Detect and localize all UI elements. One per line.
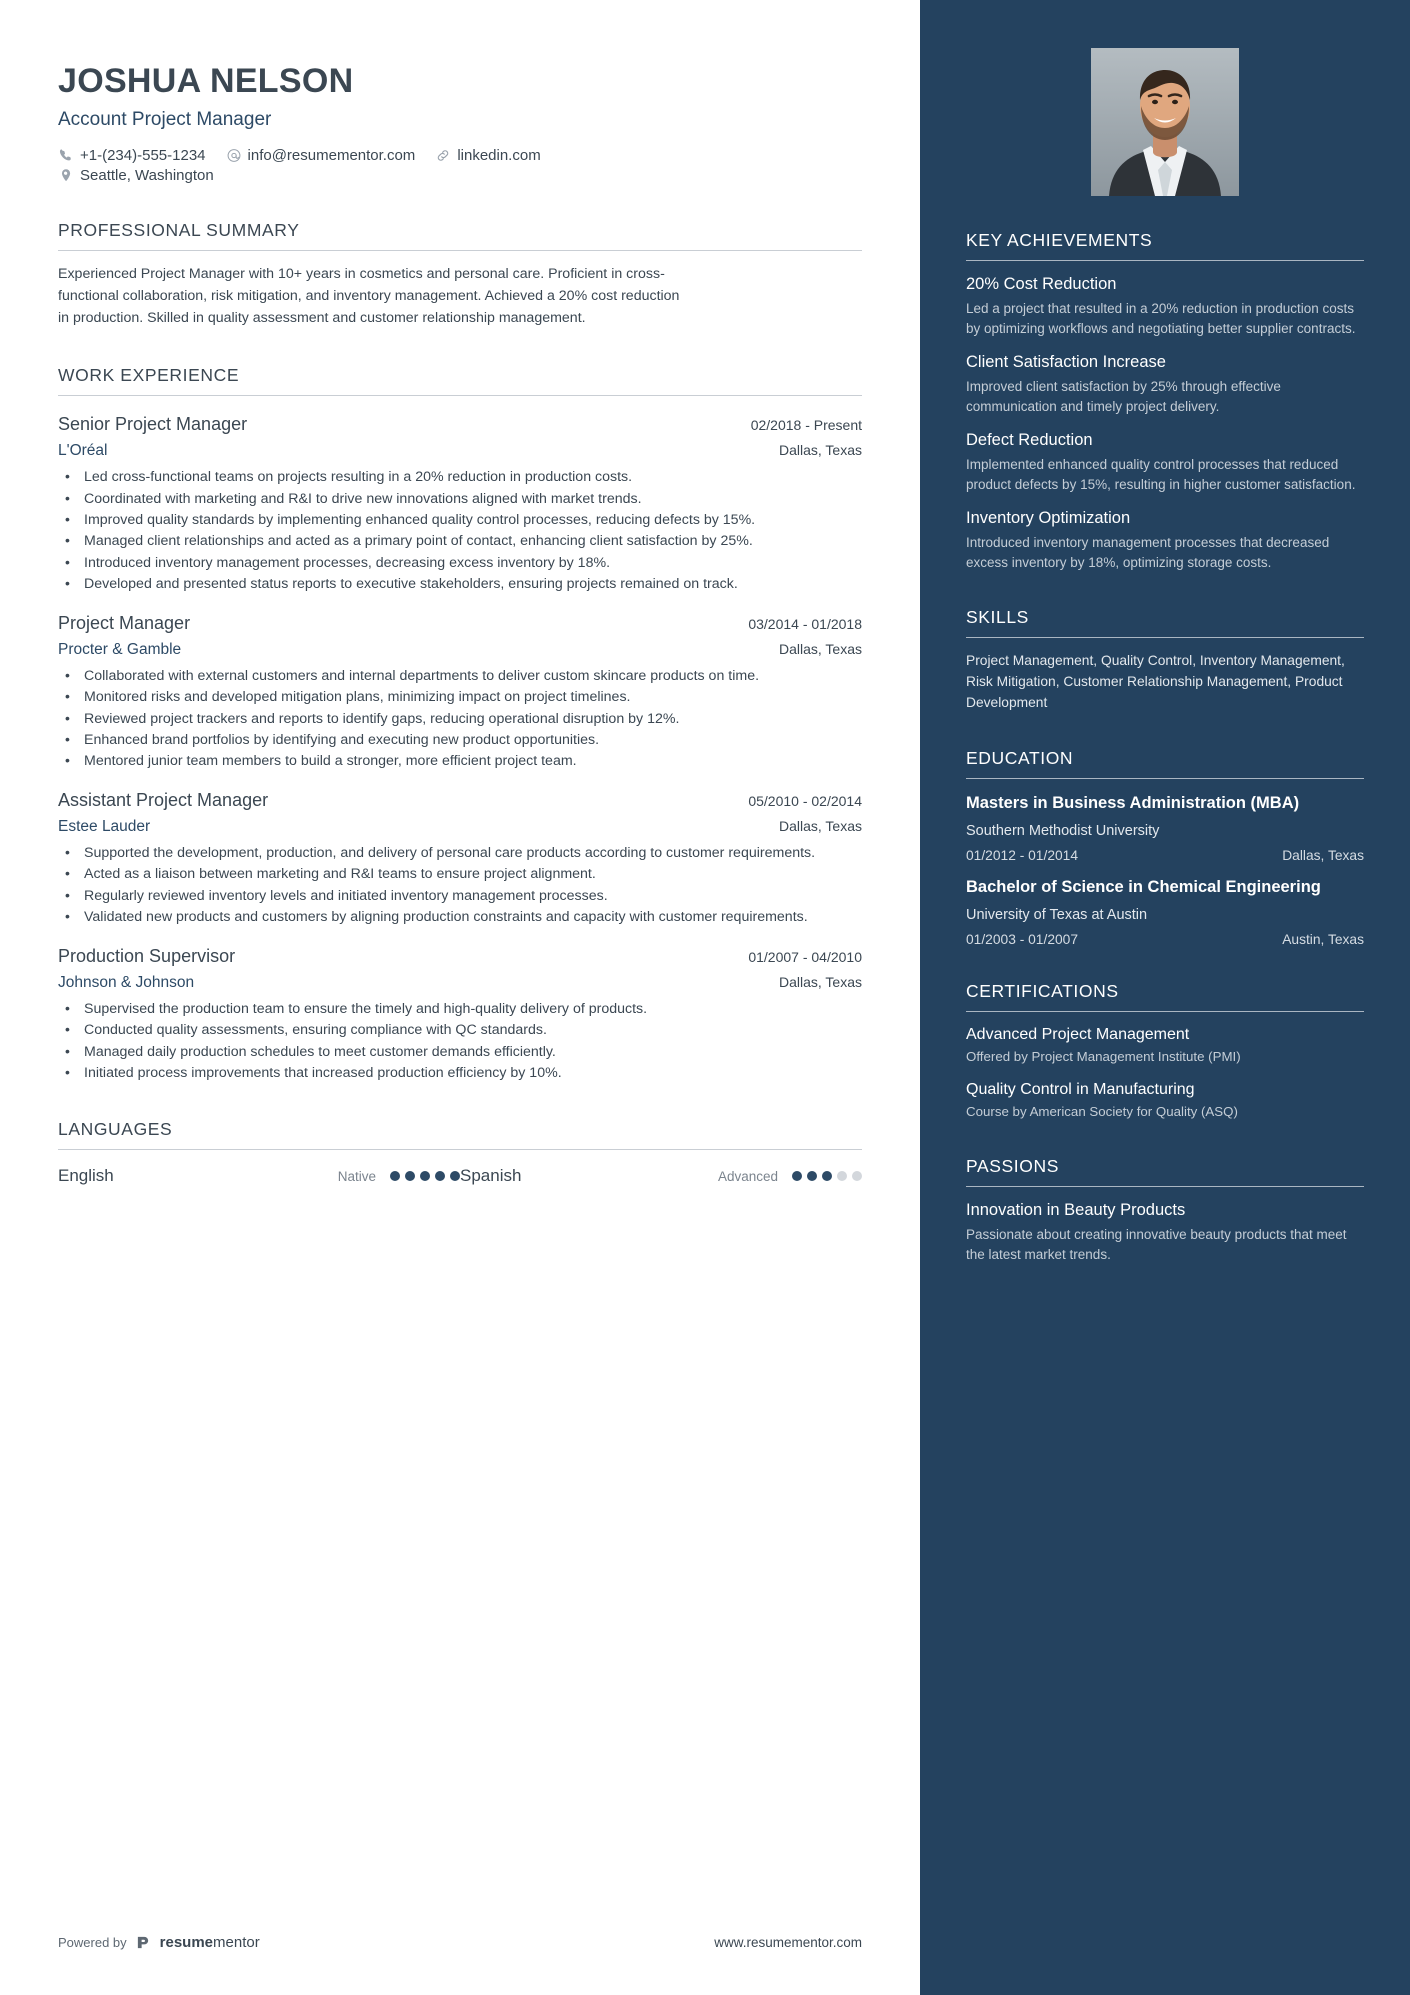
job-company: Johnson & Johnson [58,973,195,991]
footer-url[interactable]: www.resumementor.com [714,1935,862,1950]
language-name: English [58,1166,114,1186]
divider [58,1149,862,1150]
job-bullets [58,999,862,1084]
education-dates: 01/2003 - 01/2007 [966,931,1079,947]
profile-photo [1091,48,1239,196]
rating-dot-filled [435,1171,445,1181]
avatar [1091,48,1239,196]
map-pin-icon [58,168,74,183]
achievement-item [966,353,1364,417]
job-bullet: • Led cross-functional teams on projects resulting in a 20% reduction in production costs. [58,467,862,487]
education-item [966,793,1364,863]
job-company: Estee Lauder [58,817,151,835]
section-title-passions: PASSIONS [966,1155,1059,1176]
contact-link[interactable] [435,147,540,164]
section-title-work: WORK EXPERIENCE [58,365,240,386]
achievement-title: Client Satisfaction Increase [966,352,1166,371]
language-item [460,1166,862,1186]
rating-dot-filled [450,1171,460,1181]
rating-dot-filled [390,1171,400,1181]
language-level: Advanced [717,1168,778,1184]
contact-location-text: Seattle, Washington [80,167,214,185]
education-degree: Bachelor of Science in Chemical Engineering [966,877,1321,896]
passion-item [966,1201,1364,1265]
job-company: Procter & Gamble [58,640,182,658]
job-location: Dallas, Texas [778,640,862,657]
contact-info [58,147,862,184]
contact-email-text: info@resumementor.com [247,147,416,165]
job-entry [58,414,862,595]
divider [966,1186,1364,1187]
job-company: L'Oréal [58,442,108,460]
divider [966,637,1364,638]
section-languages [58,1119,862,1186]
section-education [966,748,1364,947]
job-header-row [58,946,862,967]
achievement-desc: Implemented enhanced quality control processes that reduced product defects by 15%, resulting in higher customer satisfaction. [966,456,1356,492]
rating-dot-empty [852,1171,862,1181]
brand-name [160,1934,260,1951]
job-entry [58,613,862,772]
job-bullet: • Introduced inventory management processes, decreasing excess inventory by 18%. [58,553,862,573]
section-title-certifications: CERTIFICATIONS [966,980,1119,1001]
rating-dot-filled [420,1171,430,1181]
job-subheader-row [58,818,862,836]
achievement-desc: Improved client satisfaction by 25% through effective communication and timely project delivery. [966,378,1281,414]
header-job-title: Account Project Manager [58,109,272,131]
section-title-education: EDUCATION [966,747,1074,768]
brand-suffix: mentor [213,1934,260,1951]
divider [58,250,862,251]
job-bullet: • Reviewed project trackers and reports to identify gaps, reducing operational disruption by 12%. [58,709,862,729]
achievement-item [966,509,1364,573]
job-entry [58,946,862,1084]
phone-icon [58,148,74,163]
certification-title: Quality Control in Manufacturing [966,1080,1195,1098]
job-bullet: • Initiated process improvements that increased production efficiency by 10%. [58,1063,862,1083]
contact-email[interactable] [226,147,416,164]
contact-line-1 [58,147,862,164]
job-dates: 02/2018 - Present [750,417,862,434]
job-header-row [58,613,862,634]
job-location: Dallas, Texas [778,973,862,990]
rating-dot-filled [807,1171,817,1181]
contact-line-2 [58,167,862,184]
job-bullet: • Supervised the production team to ensure the timely and high-quality delivery of products. [58,999,862,1019]
rating-dot-filled [822,1171,832,1181]
education-dates: 01/2012 - 01/2014 [966,847,1079,863]
language-rating-dots [792,1171,862,1181]
certification-title: Advanced Project Management [966,1025,1190,1043]
language-level: Native [337,1168,376,1184]
section-title-languages: LANGUAGES [58,1119,173,1140]
job-role: Project Manager [58,612,191,633]
job-bullet: • Developed and presented status reports to executive stakeholders, ensuring projects remained on track. [58,574,862,594]
section-work-experience [58,365,862,1083]
passion-title: Innovation in Beauty Products [966,1200,1186,1219]
job-role: Production Supervisor [58,945,236,966]
summary-text: Experienced Project Manager with 10+ years in cosmetics and personal care. Proficient in cross-functional collaboration, risk mitigation, and inventory management. Achieved a 20% cost reduction in production. Skilled in quality assessment and customer relationship management. [58,266,680,327]
passion-desc: Passionate about creating innovative beauty products that meet the latest market trends. [966,1226,1347,1262]
job-bullet: • Managed daily production schedules to meet customer demands efficiently. [58,1042,862,1062]
rating-dot-filled [792,1171,802,1181]
email-icon [226,148,242,163]
job-bullet: • Monitored risks and developed mitigation plans, minimizing impact on project timelines. [58,687,862,707]
section-skills [966,607,1364,714]
divider [58,395,862,396]
education-degree: Masters in Business Administration (MBA) [966,793,1300,812]
achievement-title: 20% Cost Reduction [966,275,1117,293]
job-bullets [58,467,862,595]
language-rating-dots [390,1171,460,1181]
education-location: Dallas, Texas [1282,847,1364,863]
job-dates: 03/2014 - 01/2018 [748,615,862,632]
job-bullet: • Regularly reviewed inventory levels and initiated inventory management processes. [58,886,862,906]
job-bullet: • Coordinated with marketing and R&I to drive new innovations aligned with market trends. [58,489,862,509]
job-bullet: • Managed client relationships and acted as a primary point of contact, enhancing client satisfaction by 25%. [58,531,862,551]
section-certifications [966,981,1364,1122]
achievement-title: Defect Reduction [966,430,1093,449]
section-title-summary: PROFESSIONAL SUMMARY [58,220,300,241]
skills-text: Project Management, Quality Control, Inventory Management, Risk Mitigation, Customer Relationship Management, Product Development [966,652,1345,710]
job-bullet: • Conducted quality assessments, ensuring compliance with QC standards. [58,1020,862,1040]
resumementor-logo-icon [136,1935,151,1950]
contact-phone-text: +1-(234)-555-1234 [80,147,206,165]
brand-prefix: resume [159,1934,214,1951]
contact-phone[interactable] [58,147,206,164]
section-title-achievements: KEY ACHIEVEMENTS [966,230,1153,250]
language-item [58,1166,460,1186]
section-key-achievements [966,230,1364,573]
certification-desc: Course by American Society for Quality (ASQ) [966,1103,1238,1119]
achievement-title: Inventory Optimization [966,508,1131,527]
achievement-desc: Led a project that resulted in a 20% reduction in production costs by optimizing workflows and negotiating better supplier contracts. [966,301,1356,336]
job-location: Dallas, Texas [778,442,862,459]
education-meta [966,848,1364,863]
certification-desc: Offered by Project Management Institute (PMI) [966,1048,1241,1064]
achievement-item [966,275,1364,339]
job-bullet: • Collaborated with external customers and internal departments to deliver custom skincare products on time. [58,666,862,686]
job-bullets [58,843,862,928]
job-entry [58,790,862,928]
job-bullet: • Mentored junior team members to build a stronger, more efficient project team. [58,751,862,771]
certification-item [966,1081,1364,1122]
rating-dot-empty [837,1171,847,1181]
divider [966,778,1364,779]
job-role: Senior Project Manager [58,414,248,435]
education-school: University of Texas at Austin [966,906,1148,923]
contact-link-text: linkedin.com [457,147,541,165]
powered-by-label: Powered by [58,1935,127,1950]
language-name: Spanish [460,1166,522,1186]
education-location: Austin, Texas [1282,931,1364,947]
achievement-desc: Introduced inventory management processes that decreased excess inventory by 18%, optimizing storage costs. [966,534,1330,570]
job-dates: 05/2010 - 02/2014 [748,792,862,809]
page-title: JOSHUA NELSON [58,62,354,100]
footer [58,1934,862,1951]
job-subheader-row [58,641,862,659]
job-header-row [58,414,862,435]
job-bullet: • Validated new products and customers by aligning production constraints and capacity with customer requirements. [58,907,862,927]
job-bullet: • Improved quality standards by implementing enhanced quality control processes, reducing defects by 15%. [58,510,862,530]
job-subheader-row [58,442,862,460]
education-meta [966,932,1364,947]
education-school: Southern Methodist University [966,822,1160,839]
rating-dot-filled [405,1171,415,1181]
achievement-item [966,431,1364,495]
job-location: Dallas, Texas [778,817,862,834]
section-passions [966,1156,1364,1265]
job-bullet: • Acted as a liaison between marketing and R&I teams to ensure project alignment. [58,864,862,884]
contact-location [58,167,214,184]
link-icon [435,148,451,163]
section-title-skills: SKILLS [966,606,1029,627]
job-bullets [58,666,862,772]
section-professional-summary [58,220,862,329]
job-role: Assistant Project Manager [58,789,269,810]
job-subheader-row [58,974,862,992]
job-bullet: • Enhanced brand portfolios by identifying and executing new product opportunities. [58,730,862,750]
divider [966,260,1364,261]
certification-item [966,1026,1364,1067]
powered-by-block [58,1934,260,1951]
divider [966,1011,1364,1012]
job-header-row [58,790,862,811]
job-bullet: • Supported the development, production, and delivery of personal care products according to customer requirements. [58,843,862,863]
education-item [966,877,1364,947]
languages-list [58,1166,862,1186]
sidebar [920,0,1410,1995]
job-dates: 01/2007 - 04/2010 [748,948,862,965]
